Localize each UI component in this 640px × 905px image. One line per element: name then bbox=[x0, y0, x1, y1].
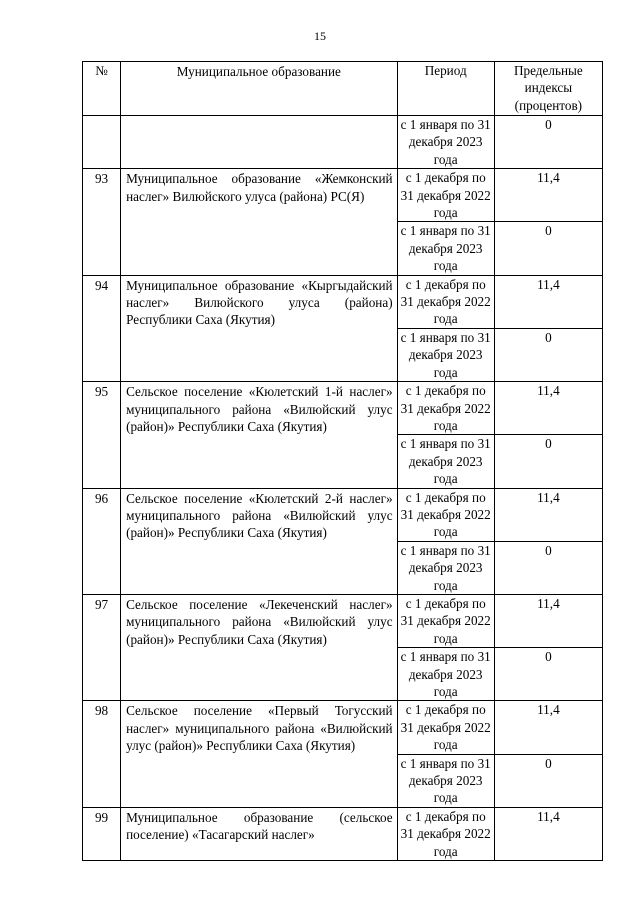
header-num: № bbox=[83, 62, 121, 116]
cell-period: с 1 декабря по 31 декабря 2022 года bbox=[397, 382, 494, 435]
cell-index: 11,4 bbox=[494, 594, 602, 647]
cell-period: с 1 декабря по 31 декабря 2022 года bbox=[397, 488, 494, 541]
header-name: Муниципальное образование bbox=[121, 62, 398, 116]
cell-num: 98 bbox=[83, 701, 121, 807]
table-row bbox=[83, 169, 603, 222]
header-index: Предельные индексы (процентов) bbox=[494, 62, 602, 116]
cell-name bbox=[121, 116, 398, 169]
cell-index: 11,4 bbox=[494, 488, 602, 541]
cell-num: 99 bbox=[83, 807, 121, 860]
cell-num: 94 bbox=[83, 275, 121, 381]
cell-num: 97 bbox=[83, 594, 121, 700]
cell-period: с 1 декабря по 31 декабря 2022 года bbox=[397, 594, 494, 647]
cell-index: 11,4 bbox=[494, 701, 602, 754]
cell-period: с 1 января по 31 декабря 2023 года bbox=[397, 116, 494, 169]
cell-index: 11,4 bbox=[494, 169, 602, 222]
cell-period: с 1 января по 31 декабря 2023 года bbox=[397, 435, 494, 488]
table-row bbox=[83, 275, 603, 328]
cell-period: с 1 декабря по 31 декабря 2022 года bbox=[397, 275, 494, 328]
cell-period: с 1 января по 31 декабря 2023 года bbox=[397, 541, 494, 594]
cell-period: с 1 января по 31 декабря 2023 года bbox=[397, 754, 494, 807]
table-header-row bbox=[83, 62, 603, 116]
cell-index: 11,4 bbox=[494, 807, 602, 860]
cell-index: 0 bbox=[494, 328, 602, 381]
cell-index: 0 bbox=[494, 222, 602, 275]
cell-period: с 1 января по 31 декабря 2023 года bbox=[397, 648, 494, 701]
cell-period: с 1 декабря по 31 декабря 2022 года bbox=[397, 807, 494, 860]
cell-index: 0 bbox=[494, 754, 602, 807]
cell-period: с 1 декабря по 31 декабря 2022 года bbox=[397, 701, 494, 754]
cell-index: 0 bbox=[494, 435, 602, 488]
cell-index: 0 bbox=[494, 541, 602, 594]
cell-name: Сельское поселение «Кюлетский 2-й наслег» муниципального района «Вилюйский улус (район)» Республики Саха (Якутия) bbox=[121, 488, 398, 594]
cell-num: 93 bbox=[83, 169, 121, 275]
page-number: 15 bbox=[314, 29, 326, 43]
cell-name: Муниципальное образование «Кыргыдайский наслег» Вилюйского улуса (района) Республики Саха (Якутия) bbox=[121, 275, 398, 381]
cell-name: Сельское поселение «Лекеченский наслег» муниципального района «Вилюйский улус (район)» Республики Саха (Якутия) bbox=[121, 594, 398, 700]
table-row-continuation bbox=[83, 116, 603, 169]
cell-name: Сельское поселение «Кюлетский 1-й наслег» муниципального района «Вилюйский улус (район)» Республики Саха (Якутия) bbox=[121, 382, 398, 488]
cell-num bbox=[83, 116, 121, 169]
cell-index: 11,4 bbox=[494, 275, 602, 328]
table-row bbox=[83, 594, 603, 647]
cell-name: Сельское поселение «Первый Тогусский наслег» муниципального района «Вилюйский улус (район)» Республики Саха (Якутия) bbox=[121, 701, 398, 807]
cell-period: с 1 декабря по 31 декабря 2022 года bbox=[397, 169, 494, 222]
cell-num: 95 bbox=[83, 382, 121, 488]
cell-index: 0 bbox=[494, 116, 602, 169]
cell-index: 0 bbox=[494, 648, 602, 701]
table-row bbox=[83, 382, 603, 435]
cell-num: 96 bbox=[83, 488, 121, 594]
cell-period: с 1 января по 31 декабря 2023 года bbox=[397, 328, 494, 381]
table-row bbox=[83, 488, 603, 541]
cell-name: Муниципальное образование (сельское поселение) «Тасагарский наслег» bbox=[121, 807, 398, 860]
cell-name: Муниципальное образование «Жемконский наслег» Вилюйского улуса (района) РС(Я) bbox=[121, 169, 398, 275]
header-period: Период bbox=[397, 62, 494, 116]
table-row bbox=[83, 701, 603, 754]
cell-index: 11,4 bbox=[494, 382, 602, 435]
table-row bbox=[83, 807, 603, 860]
index-table bbox=[82, 61, 603, 861]
cell-period: с 1 января по 31 декабря 2023 года bbox=[397, 222, 494, 275]
